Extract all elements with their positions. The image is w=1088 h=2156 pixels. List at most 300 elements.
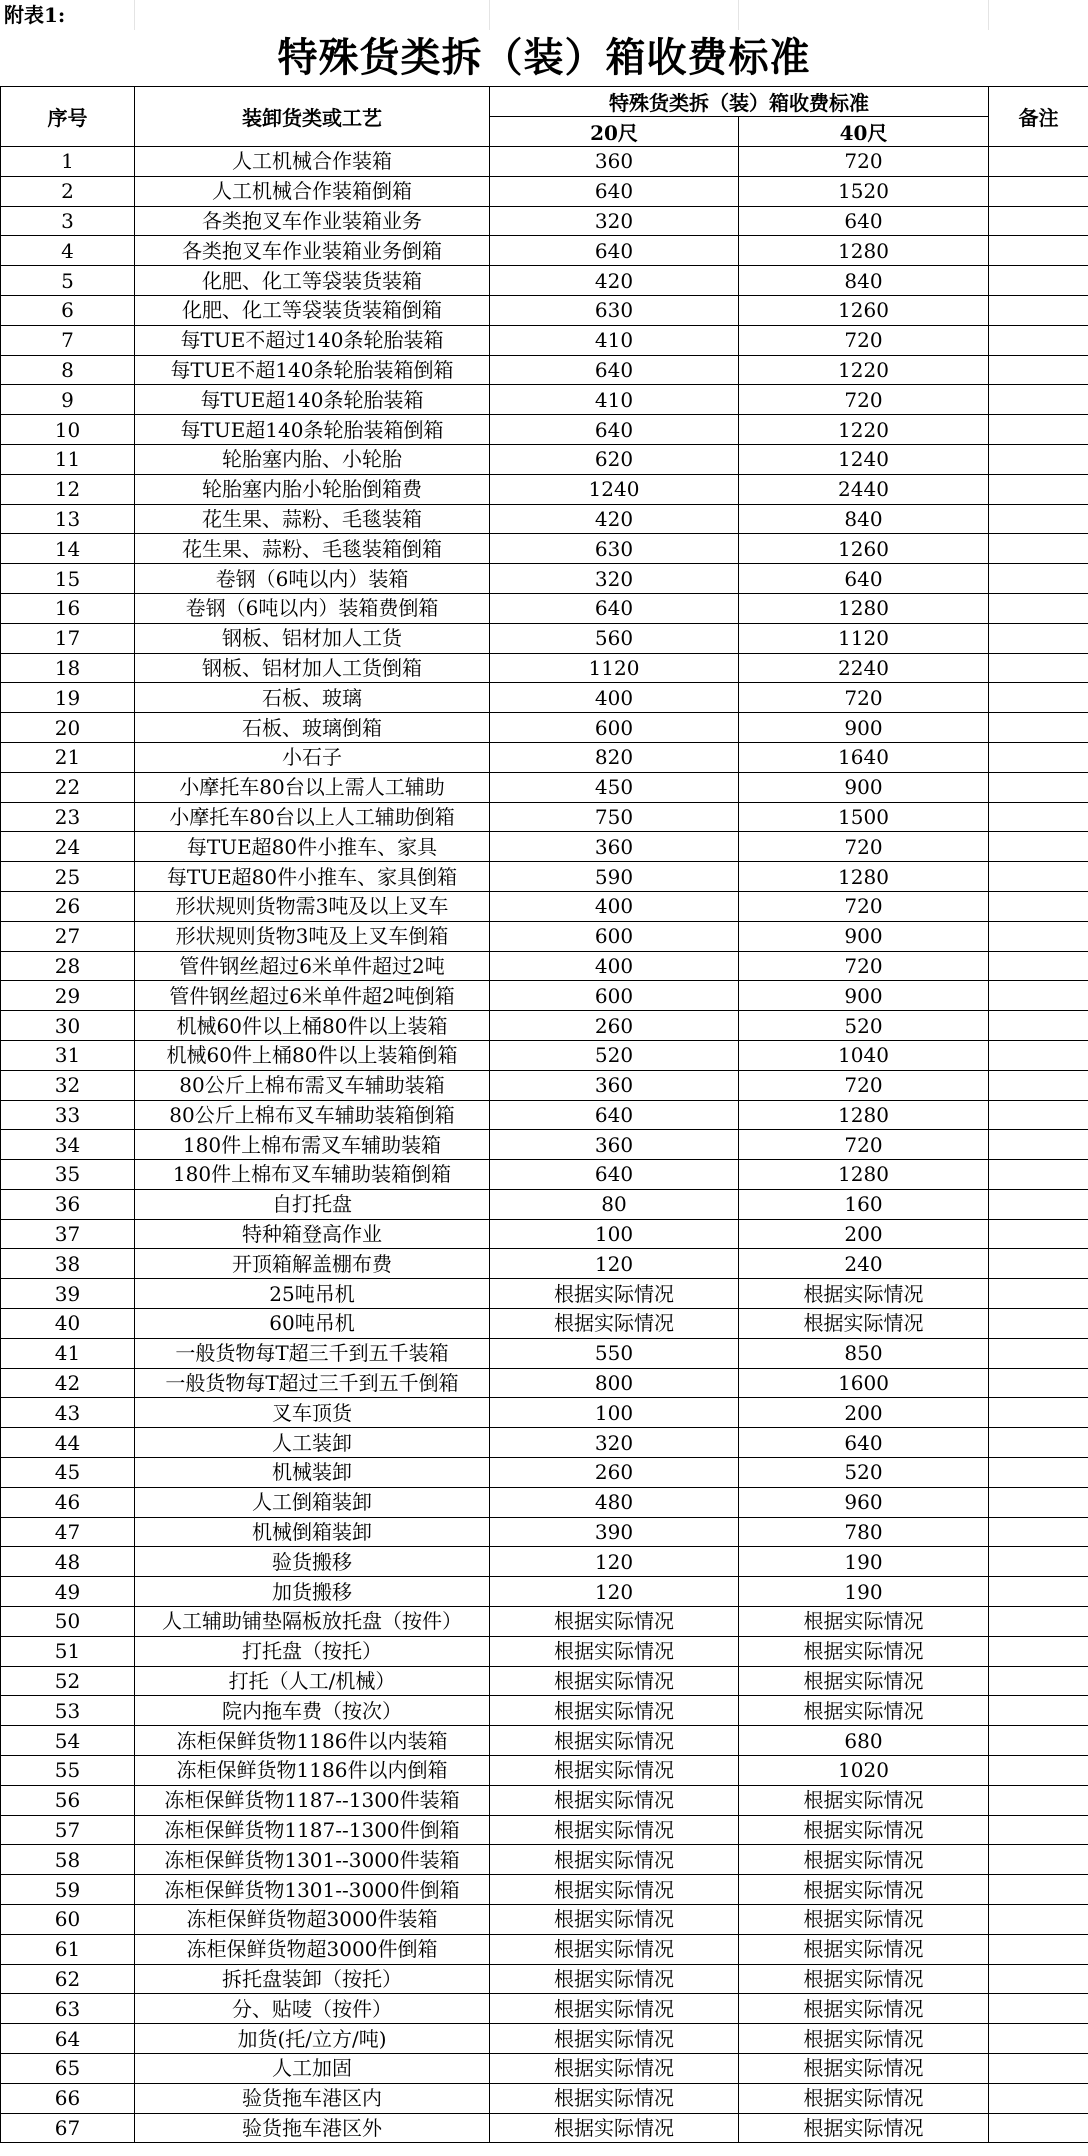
row-fee-20ft: 420 (490, 504, 739, 534)
row-fee-40ft: 160 (739, 1189, 989, 1219)
row-fee-40ft: 1260 (739, 295, 989, 325)
row-no: 18 (1, 653, 135, 683)
row-fee-20ft: 590 (490, 862, 739, 892)
row-no: 57 (1, 1815, 135, 1845)
table-row (1, 1726, 1088, 1756)
row-remark (989, 1905, 1088, 1935)
row-fee-40ft: 根据实际情况 (739, 1607, 989, 1637)
row-fee-40ft: 520 (739, 1011, 989, 1041)
table-row (1, 981, 1088, 1011)
header-20ft: 20尺 (490, 117, 739, 147)
row-fee-20ft: 260 (490, 1011, 739, 1041)
row-item: 石板、玻璃倒箱 (135, 713, 490, 743)
row-fee-20ft: 80 (490, 1189, 739, 1219)
row-no: 3 (1, 206, 135, 236)
row-item: 180件上棉布需叉车辅助装箱 (135, 1130, 490, 1160)
row-remark (989, 206, 1088, 236)
row-remark (989, 891, 1088, 921)
row-no: 51 (1, 1636, 135, 1666)
row-fee-40ft: 960 (739, 1487, 989, 1517)
row-remark (989, 1756, 1088, 1786)
row-no: 36 (1, 1189, 135, 1219)
row-item: 25吨吊机 (135, 1279, 490, 1309)
row-fee-40ft: 根据实际情况 (739, 2113, 989, 2143)
table-row (1, 415, 1088, 445)
page-title: 特殊货类拆（装）箱收费标准 (277, 35, 811, 81)
row-remark (989, 444, 1088, 474)
row-fee-20ft: 1120 (490, 653, 739, 683)
row-fee-20ft: 800 (490, 1368, 739, 1398)
row-fee-40ft: 根据实际情况 (739, 1875, 989, 1905)
row-item: 每TUE超140条轮胎装箱倒箱 (135, 415, 490, 445)
row-item: 人工装卸 (135, 1428, 490, 1458)
row-fee-20ft: 根据实际情况 (490, 1666, 739, 1696)
table-row (1, 2113, 1088, 2143)
row-fee-40ft: 1240 (739, 444, 989, 474)
row-fee-20ft: 根据实际情况 (490, 2113, 739, 2143)
row-remark (989, 1189, 1088, 1219)
row-item: 打托（人工/机械） (135, 1666, 490, 1696)
row-item: 叉车顶货 (135, 1398, 490, 1428)
row-remark (989, 1994, 1088, 2024)
row-remark (989, 1785, 1088, 1815)
table-row (1, 1160, 1088, 1190)
table-row (1, 355, 1088, 385)
row-no: 41 (1, 1338, 135, 1368)
row-no: 6 (1, 295, 135, 325)
row-remark (989, 1815, 1088, 1845)
row-fee-20ft: 根据实际情况 (490, 1845, 739, 1875)
row-fee-40ft: 1640 (739, 742, 989, 772)
row-remark (989, 236, 1088, 266)
row-item: 钢板、铝材加人工货倒箱 (135, 653, 490, 683)
row-fee-20ft: 820 (490, 742, 739, 772)
row-no: 63 (1, 1994, 135, 2024)
row-no: 4 (1, 236, 135, 266)
table-row (1, 1279, 1088, 1309)
table-row (1, 1011, 1088, 1041)
table-row (1, 1040, 1088, 1070)
header-no: 序号 (1, 87, 135, 147)
row-no: 64 (1, 2024, 135, 2054)
row-no: 17 (1, 623, 135, 653)
row-fee-40ft: 640 (739, 206, 989, 236)
table-row (1, 206, 1088, 236)
row-fee-20ft: 450 (490, 772, 739, 802)
row-item: 人工加固 (135, 2054, 490, 2084)
row-fee-20ft: 根据实际情况 (490, 2024, 739, 2054)
row-fee-40ft: 根据实际情况 (739, 1279, 989, 1309)
row-no: 32 (1, 1070, 135, 1100)
row-remark (989, 1726, 1088, 1756)
row-fee-40ft: 根据实际情况 (739, 1785, 989, 1815)
row-remark (989, 713, 1088, 743)
row-no: 54 (1, 1726, 135, 1756)
row-remark (989, 1577, 1088, 1607)
row-fee-20ft: 410 (490, 385, 739, 415)
row-remark (989, 474, 1088, 504)
row-item: 形状规则货物3吨及上叉车倒箱 (135, 921, 490, 951)
table-row (1, 176, 1088, 206)
row-remark (989, 266, 1088, 296)
row-fee-20ft: 100 (490, 1398, 739, 1428)
row-remark (989, 862, 1088, 892)
table-row (1, 534, 1088, 564)
row-no: 27 (1, 921, 135, 951)
header-item: 装卸货类或工艺 (135, 87, 490, 147)
row-remark (989, 832, 1088, 862)
header-fee-group: 特殊货类拆（装）箱收费标准 (490, 87, 989, 117)
row-item: 验货拖车港区外 (135, 2113, 490, 2143)
row-no: 34 (1, 1130, 135, 1160)
table-row (1, 802, 1088, 832)
row-item: 形状规则货物需3吨及以上叉车 (135, 891, 490, 921)
table-row (1, 1934, 1088, 1964)
row-fee-20ft: 根据实际情况 (490, 1309, 739, 1339)
row-fee-20ft: 根据实际情况 (490, 1607, 739, 1637)
row-fee-40ft: 720 (739, 325, 989, 355)
row-fee-40ft: 640 (739, 564, 989, 594)
row-fee-40ft: 190 (739, 1547, 989, 1577)
header-row (1, 87, 1088, 117)
row-fee-20ft: 560 (490, 623, 739, 653)
row-item: 冻柜保鲜货物超3000件倒箱 (135, 1934, 490, 1964)
row-no: 44 (1, 1428, 135, 1458)
row-item: 每TUE不超140条轮胎装箱倒箱 (135, 355, 490, 385)
row-fee-20ft: 630 (490, 534, 739, 564)
row-fee-20ft: 640 (490, 1100, 739, 1130)
row-item: 冻柜保鲜货物超3000件装箱 (135, 1905, 490, 1935)
row-item: 冻柜保鲜货物1301--3000件装箱 (135, 1845, 490, 1875)
row-fee-40ft: 840 (739, 504, 989, 534)
row-no: 29 (1, 981, 135, 1011)
row-fee-20ft: 410 (490, 325, 739, 355)
row-fee-20ft: 630 (490, 295, 739, 325)
table-row (1, 1130, 1088, 1160)
fee-table (0, 86, 1088, 2143)
row-fee-20ft: 120 (490, 1249, 739, 1279)
row-fee-40ft: 520 (739, 1458, 989, 1488)
row-fee-40ft: 840 (739, 266, 989, 296)
row-fee-40ft: 900 (739, 772, 989, 802)
table-row (1, 385, 1088, 415)
row-fee-40ft: 1280 (739, 236, 989, 266)
row-fee-40ft: 根据实际情况 (739, 2083, 989, 2113)
table-row (1, 504, 1088, 534)
table-row (1, 1636, 1088, 1666)
row-fee-40ft: 900 (739, 981, 989, 1011)
row-item: 验货拖车港区内 (135, 2083, 490, 2113)
row-fee-40ft: 680 (739, 1726, 989, 1756)
row-fee-40ft: 根据实际情况 (739, 1964, 989, 1994)
row-item: 机械装卸 (135, 1458, 490, 1488)
row-fee-40ft: 1120 (739, 623, 989, 653)
row-remark (989, 385, 1088, 415)
row-item: 冻柜保鲜货物1186件以内装箱 (135, 1726, 490, 1756)
table-row (1, 1845, 1088, 1875)
row-fee-40ft: 780 (739, 1517, 989, 1547)
table-row (1, 266, 1088, 296)
row-item: 开顶箱解盖棚布费 (135, 1249, 490, 1279)
row-no: 56 (1, 1785, 135, 1815)
table-row (1, 1785, 1088, 1815)
row-no: 48 (1, 1547, 135, 1577)
row-fee-40ft: 720 (739, 147, 989, 177)
row-fee-40ft: 根据实际情况 (739, 1636, 989, 1666)
row-fee-20ft: 600 (490, 981, 739, 1011)
row-no: 62 (1, 1964, 135, 1994)
row-fee-20ft: 根据实际情况 (490, 1964, 739, 1994)
row-remark (989, 683, 1088, 713)
row-item: 80公斤上棉布叉车辅助装箱倒箱 (135, 1100, 490, 1130)
row-remark (989, 742, 1088, 772)
row-fee-40ft: 根据实际情况 (739, 1845, 989, 1875)
table-row (1, 1517, 1088, 1547)
row-no: 37 (1, 1219, 135, 1249)
row-remark (989, 295, 1088, 325)
row-no: 10 (1, 415, 135, 445)
row-item: 一般货物每T超三千到五千装箱 (135, 1338, 490, 1368)
row-fee-20ft: 120 (490, 1577, 739, 1607)
row-no: 47 (1, 1517, 135, 1547)
row-fee-40ft: 240 (739, 1249, 989, 1279)
row-fee-20ft: 420 (490, 266, 739, 296)
row-no: 42 (1, 1368, 135, 1398)
row-fee-40ft: 根据实际情况 (739, 1934, 989, 1964)
row-fee-20ft: 320 (490, 1428, 739, 1458)
row-remark (989, 1160, 1088, 1190)
row-remark (989, 415, 1088, 445)
table-row (1, 1487, 1088, 1517)
table-row (1, 1398, 1088, 1428)
row-no: 52 (1, 1666, 135, 1696)
row-item: 人工倒箱装卸 (135, 1487, 490, 1517)
row-fee-40ft: 200 (739, 1398, 989, 1428)
row-no: 43 (1, 1398, 135, 1428)
table-row (1, 147, 1088, 177)
row-remark (989, 1845, 1088, 1875)
table-row (1, 1368, 1088, 1398)
row-no: 45 (1, 1458, 135, 1488)
row-fee-40ft: 850 (739, 1338, 989, 1368)
row-fee-40ft: 720 (739, 683, 989, 713)
row-item: 人工机械合作装箱 (135, 147, 490, 177)
row-fee-40ft: 根据实际情况 (739, 1905, 989, 1935)
row-no: 8 (1, 355, 135, 385)
row-no: 7 (1, 325, 135, 355)
row-no: 53 (1, 1696, 135, 1726)
row-item: 180件上棉布叉车辅助装箱倒箱 (135, 1160, 490, 1190)
row-item: 特种箱登高作业 (135, 1219, 490, 1249)
row-remark (989, 1249, 1088, 1279)
row-item: 拆托盘装卸（按托） (135, 1964, 490, 1994)
table-row (1, 921, 1088, 951)
row-item: 验货搬移 (135, 1547, 490, 1577)
row-fee-20ft: 100 (490, 1219, 739, 1249)
row-fee-40ft: 1040 (739, 1040, 989, 1070)
row-fee-40ft: 190 (739, 1577, 989, 1607)
row-item: 人工辅助铺垫隔板放托盘（按件） (135, 1607, 490, 1637)
row-fee-20ft: 640 (490, 176, 739, 206)
row-remark (989, 1487, 1088, 1517)
table-row (1, 1964, 1088, 1994)
row-item: 每TUE不超过140条轮胎装箱 (135, 325, 490, 355)
row-item: 花生果、蒜粉、毛毯装箱倒箱 (135, 534, 490, 564)
table-row (1, 1219, 1088, 1249)
row-remark (989, 147, 1088, 177)
row-fee-40ft: 1600 (739, 1368, 989, 1398)
table-row (1, 713, 1088, 743)
header-remark: 备注 (989, 87, 1088, 147)
table-row (1, 1905, 1088, 1935)
row-remark (989, 1398, 1088, 1428)
row-remark (989, 2054, 1088, 2084)
row-remark (989, 653, 1088, 683)
row-item: 石板、玻璃 (135, 683, 490, 713)
row-remark (989, 1219, 1088, 1249)
row-fee-20ft: 根据实际情况 (490, 1756, 739, 1786)
row-fee-20ft: 550 (490, 1338, 739, 1368)
row-fee-40ft: 720 (739, 1130, 989, 1160)
row-fee-40ft: 1280 (739, 1100, 989, 1130)
row-item: 每TUE超140条轮胎装箱 (135, 385, 490, 415)
row-fee-40ft: 1520 (739, 176, 989, 206)
row-no: 11 (1, 444, 135, 474)
table-row (1, 1547, 1088, 1577)
row-fee-20ft: 480 (490, 1487, 739, 1517)
row-fee-40ft: 720 (739, 951, 989, 981)
row-fee-40ft: 1280 (739, 1160, 989, 1190)
row-remark (989, 1040, 1088, 1070)
row-no: 20 (1, 713, 135, 743)
table-row (1, 593, 1088, 623)
row-item: 钢板、铝材加人工货 (135, 623, 490, 653)
row-remark (989, 1934, 1088, 1964)
table-row (1, 653, 1088, 683)
row-no: 15 (1, 564, 135, 594)
row-no: 21 (1, 742, 135, 772)
table-row (1, 2054, 1088, 2084)
row-remark (989, 2083, 1088, 2113)
row-item: 冻柜保鲜货物1186件以内倒箱 (135, 1756, 490, 1786)
table-row (1, 1309, 1088, 1339)
row-fee-40ft: 1220 (739, 415, 989, 445)
table-row (1, 1815, 1088, 1845)
row-fee-40ft: 200 (739, 1219, 989, 1249)
row-item: 卷钢（6吨以内）装箱费倒箱 (135, 593, 490, 623)
row-item: 各类抱叉车作业装箱业务倒箱 (135, 236, 490, 266)
row-no: 67 (1, 2113, 135, 2143)
row-no: 12 (1, 474, 135, 504)
table-body (1, 147, 1088, 2143)
row-remark (989, 325, 1088, 355)
row-fee-20ft: 根据实际情况 (490, 1875, 739, 1905)
table-row (1, 772, 1088, 802)
row-item: 化肥、化工等袋装货装箱倒箱 (135, 295, 490, 325)
row-remark (989, 504, 1088, 534)
row-no: 59 (1, 1875, 135, 1905)
row-item: 分、贴唛（按件） (135, 1994, 490, 2024)
row-fee-40ft: 1280 (739, 593, 989, 623)
row-item: 一般货物每T超过三千到五千倒箱 (135, 1368, 490, 1398)
row-fee-20ft: 1240 (490, 474, 739, 504)
row-fee-20ft: 390 (490, 1517, 739, 1547)
table-row (1, 1100, 1088, 1130)
row-no: 38 (1, 1249, 135, 1279)
row-remark (989, 1428, 1088, 1458)
row-fee-20ft: 根据实际情况 (490, 1279, 739, 1309)
row-fee-20ft: 根据实际情况 (490, 1696, 739, 1726)
row-fee-20ft: 620 (490, 444, 739, 474)
row-no: 46 (1, 1487, 135, 1517)
row-remark (989, 564, 1088, 594)
row-remark (989, 2113, 1088, 2143)
row-item: 管件钢丝超过6米单件超过2吨 (135, 951, 490, 981)
row-no: 31 (1, 1040, 135, 1070)
row-no: 2 (1, 176, 135, 206)
row-item: 机械60件上桶80件以上装箱倒箱 (135, 1040, 490, 1070)
row-fee-40ft: 1260 (739, 534, 989, 564)
row-fee-40ft: 1500 (739, 802, 989, 832)
row-fee-40ft: 根据实际情况 (739, 1815, 989, 1845)
row-item: 冻柜保鲜货物1187--1300件装箱 (135, 1785, 490, 1815)
row-fee-40ft: 1220 (739, 355, 989, 385)
row-fee-20ft: 根据实际情况 (490, 1905, 739, 1935)
row-fee-40ft: 640 (739, 1428, 989, 1458)
row-fee-40ft: 根据实际情况 (739, 1696, 989, 1726)
row-remark (989, 1070, 1088, 1100)
row-remark (989, 1666, 1088, 1696)
table-row (1, 1428, 1088, 1458)
row-no: 50 (1, 1607, 135, 1637)
row-fee-20ft: 360 (490, 1070, 739, 1100)
row-fee-40ft: 720 (739, 385, 989, 415)
row-fee-40ft: 1020 (739, 1756, 989, 1786)
header-40ft: 40尺 (739, 117, 989, 147)
row-item: 院内拖车费（按次） (135, 1696, 490, 1726)
row-remark (989, 1964, 1088, 1994)
row-no: 40 (1, 1309, 135, 1339)
row-fee-40ft: 2440 (739, 474, 989, 504)
row-fee-40ft: 根据实际情况 (739, 2054, 989, 2084)
row-item: 小石子 (135, 742, 490, 772)
row-item: 自打托盘 (135, 1189, 490, 1219)
row-fee-20ft: 根据实际情况 (490, 1636, 739, 1666)
top-grid-lines (0, 0, 1088, 30)
row-no: 35 (1, 1160, 135, 1190)
row-remark (989, 534, 1088, 564)
row-fee-20ft: 360 (490, 832, 739, 862)
row-item: 各类抱叉车作业装箱业务 (135, 206, 490, 236)
table-row (1, 1696, 1088, 1726)
row-fee-20ft: 750 (490, 802, 739, 832)
row-remark (989, 1011, 1088, 1041)
row-no: 25 (1, 862, 135, 892)
row-fee-20ft: 400 (490, 951, 739, 981)
row-remark (989, 1100, 1088, 1130)
table-row (1, 1338, 1088, 1368)
row-no: 58 (1, 1845, 135, 1875)
row-fee-40ft: 根据实际情况 (739, 1666, 989, 1696)
row-fee-20ft: 640 (490, 593, 739, 623)
table-row (1, 1756, 1088, 1786)
row-fee-40ft: 720 (739, 1070, 989, 1100)
row-fee-20ft: 320 (490, 206, 739, 236)
row-remark (989, 1517, 1088, 1547)
row-fee-40ft: 900 (739, 713, 989, 743)
table-row (1, 2024, 1088, 2054)
table-row (1, 564, 1088, 594)
